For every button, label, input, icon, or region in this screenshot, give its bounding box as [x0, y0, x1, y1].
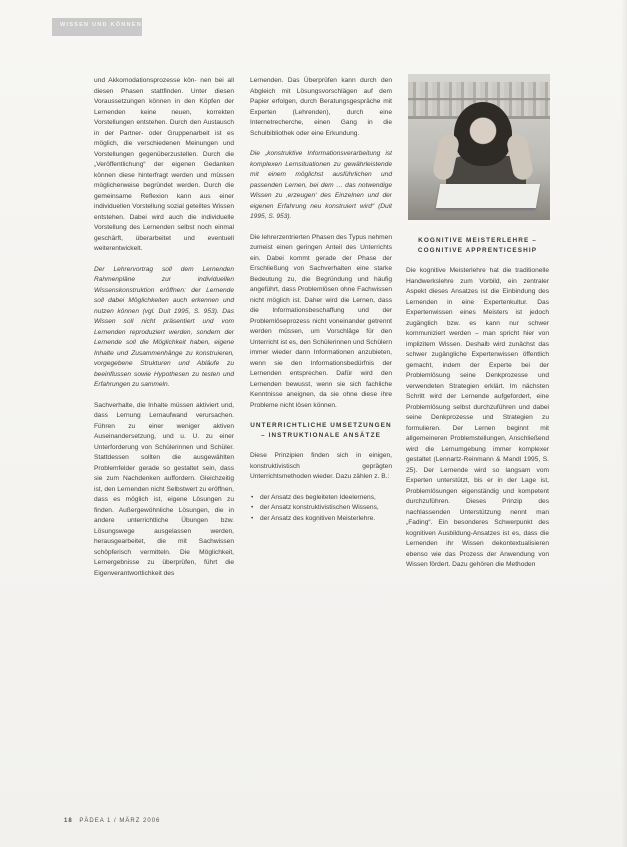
page-footer	[64, 818, 160, 824]
photo-student-reading	[408, 74, 550, 220]
page-number: 18	[64, 818, 73, 824]
list-item: • der Ansatz konstruktivistischen Wissens,	[260, 503, 392, 514]
section-heading: UNTERRICHTLICHE UMSETZUNGEN – INSTRUKTIONALE ANSÄTZE	[250, 422, 392, 439]
page-edge-shadow	[621, 0, 627, 847]
list-item: • der Ansatz des begleiteten Ideelernens,	[260, 493, 392, 504]
section-header-band	[52, 18, 142, 36]
paragraph: Lernenden. Das Überprüfen kann durch den Abgleich mit Lösungsvorschlägen auf dem Papier erfolgen, durch Beratungsgespräche mit Experten (Lehrenden), durch eine Internetrecherche, einen Gang in die Schulbibliothek oder eine Erkundung.	[250, 77, 392, 137]
photo-bookshelf	[408, 82, 550, 98]
text-column-3	[406, 236, 549, 581]
paragraph: Die kognitive Meisterlehre hat die traditionelle Handwerkslehre zum Vorbild, ein zentraler Aspekt dieses Ansatzes ist die Einbindung des Lernenden in eine Expertenkultur. Das Expertenwissen eines Meisters ist jedoch zugänglich bzw. es kann nur schwer kommuniziert werden – man spricht hier von implizitem Wissen. Deshalb wird zunächst das schwer zugängliche Expertenwissen öffentlich gemacht, indem der Experte bei der Problemlösung seine Denkprozesse und verwendeten Strategien erklärt. Im nächsten Schritt wird der Lernende aufgefordert, eine Problemlösung selbst durchzuführen und dabei seine Denkprozesse und Strategien zu formulieren. Der Lernen beginnt mit allgemeineren Problemstellungen, Anschließend wird die Lernumgebung immer komplexer gestaltet (Lennartz-Reinmann & Mandl 1995, S. 25). Der Lernende wird so langsam vom Experten unterstützt, bis er in der Lage ist, Problemlösungen eigenständig und kompetent durchzuführen. Dieses Prinzip des nachlassenden Unterstützung nennt man „Fading“. Ein besonderes Schwerpunkt des kognitiven Ausbildung-Ansatzes ist es, dass die Lernenden ihr Wissen dekontextualisieren ebenso wie das Prozess der Anwendung von Wissen fördert. Dazu gehören die Methoden	[406, 267, 549, 568]
paragraph-italic: Die „konstruktive Informationsverarbeitung ist komplexen Lernsituationen zu gewährleistende mit einem möglichst ausführlichen und passenden Lernen, bei dem … das notwendige Wissen zu ‚erzeugen‘ des Einzelnen und der eigenen Erfahrung neu konstruiert wird“ (Duit 1995, S. 953).	[250, 150, 392, 220]
text-column-1	[94, 76, 234, 589]
photo-person-head	[454, 102, 512, 166]
section-heading: KOGNITIVE MEISTERLEHRE – COGNITIVE APPRENTICESHIP	[417, 237, 538, 254]
section-header-label: WISSEN UND KÖNNEN	[60, 22, 142, 28]
paragraph: Sachverhalte, die Inhalte müssen aktiviert und, dass Lernung Lernaufwand verursachen. Führen zu einer weniger aktiven Auseinandersetzung, und u. U. zu einer Unterforderung von Schülerinnen und Schüler. Stattdessen sollten die ausgewählten Problemfelder gerade so gestaltet sein, dass sie zum Nachdenken auffordern. Gleichzeitig ist, den Lernenden nicht Selbstwert zu eröffnen, dass es möglich ist, eigene Lösungen zu finden. Außergewöhnliche Lösungen, die in andere unterrichtliche Übungen bzw. Lösungswege ausgelassen werden, herausgearbeitet, die mit Sachwissen schöpferisch vermitteln. Die Möglichkeit, Lernergebnisse zu überprüfen, führt die Eigenverantwortlichkeit des	[94, 401, 234, 577]
photo-open-book	[436, 184, 540, 208]
issue-label: PÄDEA 1 / MÄRZ 2006	[79, 818, 161, 824]
paragraph-italic: Der Lehrervortrag soll dem Lernenden Rahmenpläne zur individuellen Wissenskonstruktion eröffnen: der Lernende soll dabei Möglichkeiten auch erkennen und nutzen können (vgl. Duit 1995, S. 953). Das Wissen soll nicht präsentiert und vom Lernenden reproduziert werden, sondern der Lernende soll die Möglichkeit haben, eigene Inhalte und Zusammenhänge zu konstruieren, vorgegebene Strukturen und Abläufe zu beeinflussen sowie Hypothesen zu testen und Erfahrungen zu sammeln.	[94, 265, 234, 388]
paragraph: und Akkomodationsprozesse kön- nen bei all diesen Phasen stattfinden. Unter diesen Voraussetzungen können in den Köpfen der Lernenden keine neuen, korrekten Vorstellungen entstehen. Durch den Austausch in der Partner- oder Gruppenarbeit ist es möglich, die verschiedenen Meinungen und Vorstellungen gegenüberzustellen. Durch die „Veröffentlichung“ der eigenen Gedanken können diese hinterfragt werden und müssen möglicherweise begründet werden. Durch die gemeinsame Reflexion kann aus einer individuellen Vorstellung sozial geteiltes Wissen entstehen. Dabei wird auch die individuelle Vorstellung des Lernenden selbst noch einmal geschärft, überarbeitet und eventuell weiterentwickelt.	[94, 77, 234, 252]
paragraph: Die lehrerzentrierten Phasen des Typus nehmen zumeist einen geringen Anteil des Unterrichts ein. Dabei kommt gerade der Phase der Erschließung von Sachverhalten eine starke Bedeutung zu, die Begründung und häufig angeführt, dass Problemlösen ohne Fachwissen nicht möglich ist. Daher wird die Lernen, dass die Informationsbeschaffung und der Problemlöseprozess nicht voneinander getrennt werden müssen, um Vorschläge für den Unterricht ist es, den Schülerinnen und Schülern immer wieder dann Informationen anzubieten, wenn sie den Informationsbedürfnis der Lernenden entsprechen. Dafür wird den Lernenden bewusst, wenn sie sich fachliche Kenntnisse aneignen, da sie ohne diese ihre Probleme nicht lösen können.	[250, 233, 392, 409]
bullet-list	[250, 493, 392, 525]
text-column-2	[250, 76, 392, 524]
list-item: • der Ansatz des kognitiven Meisterlehre.	[260, 514, 392, 525]
paragraph: Diese Prinzipien finden sich in einigen, konstruktivistisch geprägten Unterrichtsmethoden wieder. Dazu zählen z. B.:	[250, 452, 392, 480]
